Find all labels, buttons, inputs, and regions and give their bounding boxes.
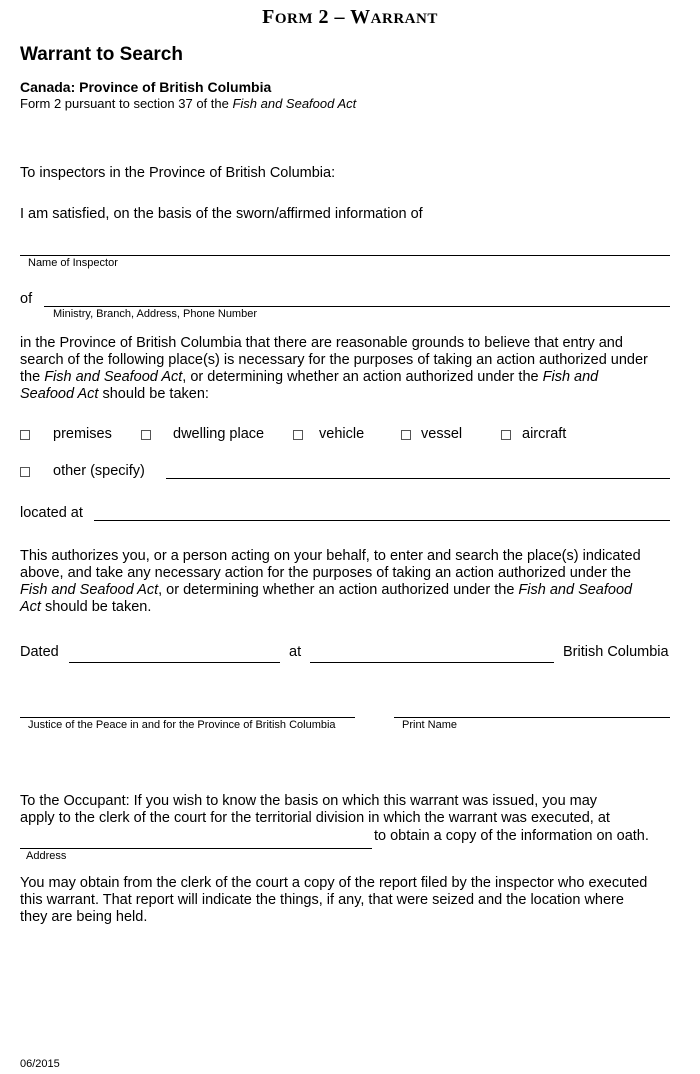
form-title-part: ARRANT — [370, 11, 438, 27]
auth-line: This authorizes you, or a person acting on your behalf, to enter and search the place(s) indicated — [20, 548, 641, 564]
auth-line — [20, 599, 680, 616]
form-title — [0, 6, 700, 29]
of-label: of — [20, 291, 33, 307]
inspector-name-input[interactable] — [20, 239, 670, 256]
ministry-label: Ministry, Branch, Address, Phone Number — [53, 308, 257, 320]
auth-text: , or determining whether an action authorized under the — [158, 582, 519, 598]
vehicle-label: vehicle — [319, 426, 365, 442]
grounds-line: search of the following place(s) is necessary for the purposes of taking an action authorized under — [20, 352, 648, 368]
located-at-label: located at — [20, 505, 83, 521]
vehicle-checkbox[interactable] — [293, 430, 303, 440]
justice-label: Justice of the Peace in and for the Province of British Columbia — [28, 719, 336, 731]
jurisdiction-line: Canada: Province of British Columbia — [20, 79, 272, 95]
grounds-act: Fish and — [542, 369, 599, 385]
at-label: at — [289, 644, 302, 660]
auth-act: Fish and Seafood — [518, 582, 633, 598]
vessel-label: vessel — [421, 426, 463, 442]
revision-date: 06/2015 — [20, 1058, 60, 1070]
dwelling-place-checkbox[interactable] — [141, 430, 151, 440]
grounds-text: the — [20, 369, 45, 385]
aircraft-checkbox[interactable] — [501, 430, 511, 440]
auth-act: Act — [20, 599, 41, 615]
grounds-text: , or determining whether an action authorized under the — [182, 369, 543, 385]
court-address-input[interactable] — [20, 832, 372, 849]
grounds-paragraph — [20, 335, 680, 403]
address-label: Address — [26, 850, 67, 862]
satisfied-text: I am satisfied, on the basis of the sworn/affirmed information of — [20, 206, 423, 222]
dated-label: Dated — [20, 644, 59, 660]
report-line: You may obtain from the clerk of the court a copy of the report filed by the inspector who executed — [20, 875, 648, 891]
pursuant-act: Fish and Seafood Act — [232, 96, 357, 111]
report-line: this warrant. That report will indicate the things, if any, that were seized and the location where — [20, 892, 624, 908]
form-title-part: ORM — [274, 11, 314, 27]
vessel-checkbox[interactable] — [401, 430, 411, 440]
located-at-input[interactable] — [94, 504, 670, 521]
other-specify-input[interactable] — [166, 462, 670, 479]
auth-line: above, and take any necessary action for the purposes of taking an action authorized under the — [20, 565, 632, 581]
print-name-label: Print Name — [402, 719, 458, 731]
inspector-name-label: Name of Inspector — [28, 257, 118, 269]
other-label: other (specify) — [53, 463, 145, 479]
justice-signature-input[interactable] — [20, 701, 355, 718]
grounds-line — [20, 369, 680, 386]
form-title-part: F — [262, 6, 275, 28]
dated-input[interactable] — [69, 646, 280, 663]
other-checkbox[interactable] — [20, 467, 30, 477]
to-inspectors-text: To inspectors in the Province of British Columbia: — [20, 165, 336, 181]
occupant-line: apply to the clerk of the court for the territorial division in which the warrant was executed, at — [20, 810, 610, 826]
grounds-line — [20, 386, 680, 403]
authorization-paragraph — [20, 548, 680, 616]
auth-line — [20, 582, 680, 599]
ministry-input[interactable] — [44, 290, 670, 307]
grounds-text: should be taken: — [98, 386, 209, 402]
auth-text: should be taken. — [40, 599, 152, 615]
report-line: they are being held. — [20, 909, 148, 925]
print-name-input[interactable] — [394, 701, 670, 718]
auth-act: Fish and Seafood Act — [20, 582, 159, 598]
dwelling-place-label: dwelling place — [173, 426, 265, 442]
pursuant-prefix: Form 2 pursuant to section 37 of the — [20, 96, 233, 111]
premises-checkbox[interactable] — [20, 430, 30, 440]
dated-at-input[interactable] — [310, 646, 554, 663]
report-paragraph — [20, 875, 680, 926]
premises-label: premises — [53, 426, 112, 442]
grounds-line: in the Province of British Columbia that there are reasonable grounds to believe that entry and — [20, 335, 623, 351]
british-columbia-label: British Columbia — [563, 644, 669, 660]
occupant-paragraph — [20, 793, 680, 827]
aircraft-label: aircraft — [522, 426, 567, 442]
occupant-line: To the Occupant: If you wish to know the basis on which this warrant was issued, you may — [20, 793, 598, 809]
occupant-line-3: to obtain a copy of the information on oath. — [374, 828, 649, 844]
page-heading: Warrant to Search — [20, 44, 183, 65]
grounds-act: Seafood Act — [20, 386, 99, 402]
form-title-part: 2 – W — [313, 6, 371, 28]
pursuant-line — [20, 96, 356, 111]
grounds-act: Fish and Seafood Act — [44, 369, 183, 385]
